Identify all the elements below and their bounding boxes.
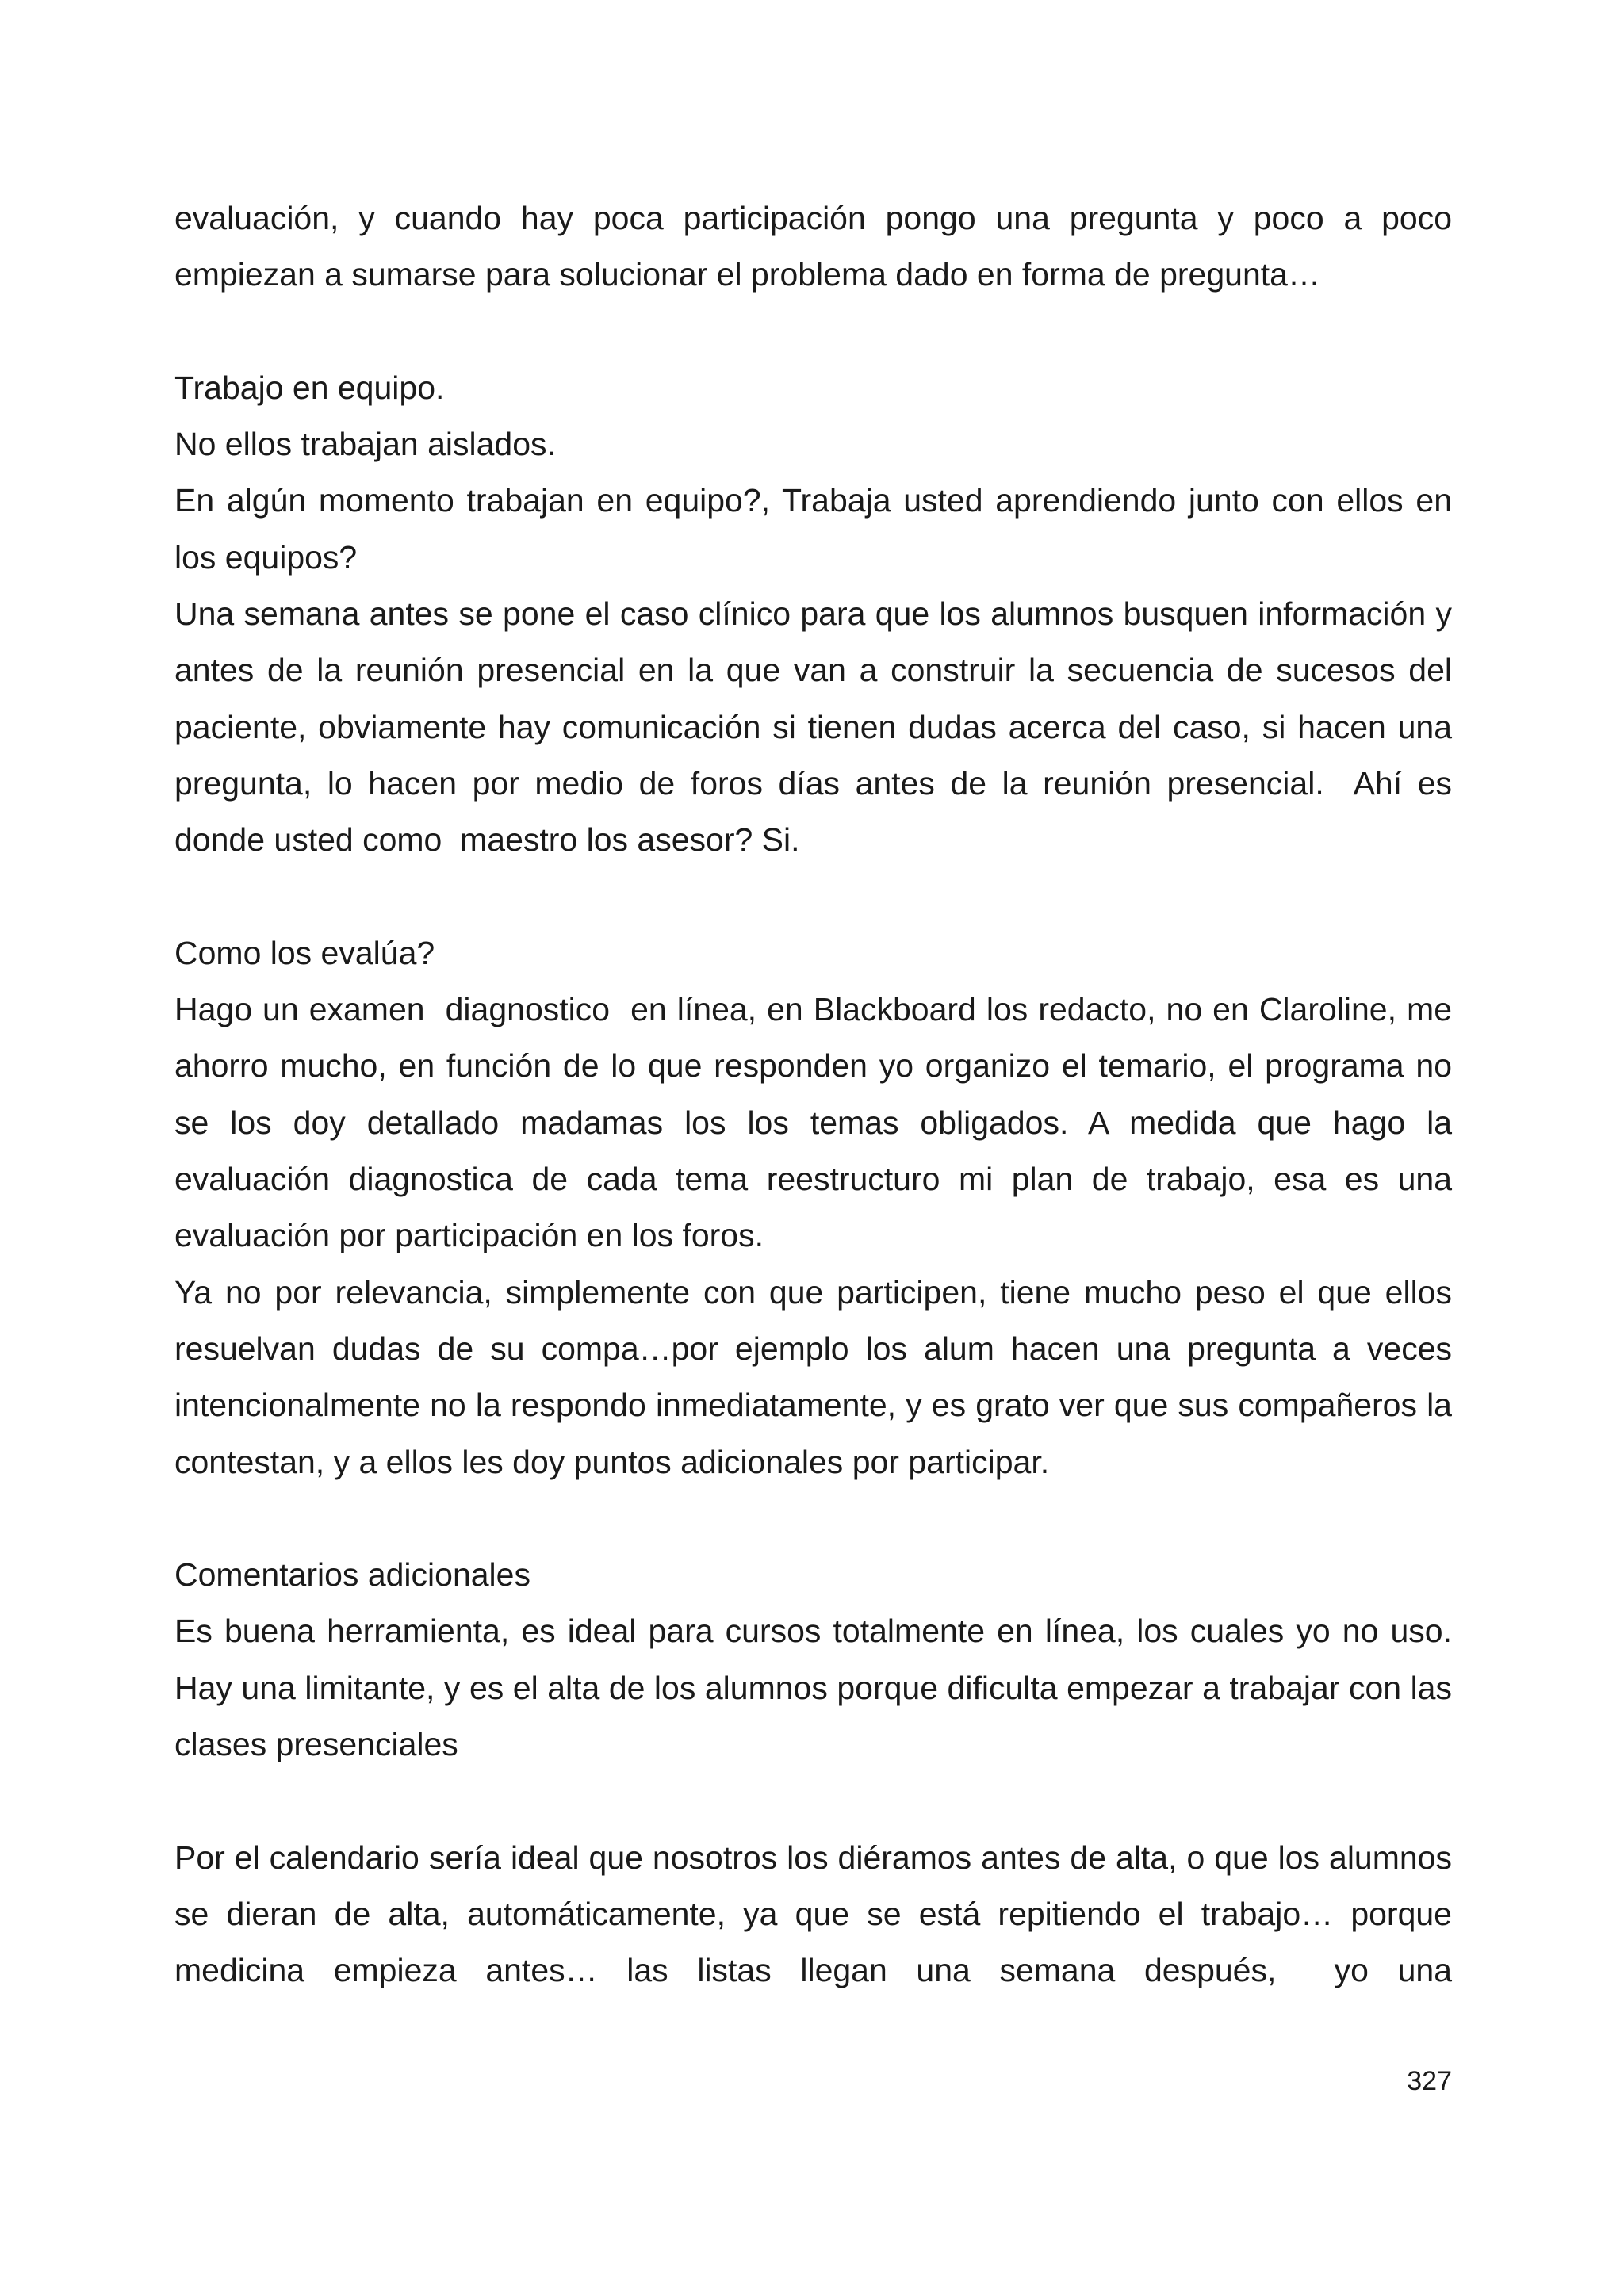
paragraph-examen-diagnostico: Hago un examen diagnostico en línea, en Blackboard los redacto, no en Claroline, me ahorro mucho, en función de lo que responden yo organizo el temario, el programa no se los doy detallado madamas los los temas obligados. A medida que hago la evaluación diagnostica de cada tema reestructuro mi plan de trabajo, esa es una evaluación por participación en los foros. <box>174 991 1461 1254</box>
paragraph-calendario: Por el calendario sería ideal que nosotros los diéramos antes de alta, o que los alumnos se dieran de alta, automáticamente, ya que se está repitiendo el trabajo… porque medicina empieza antes… las listas llegan una semana después, yo una <box>174 1839 1461 1989</box>
paragraph-spacer <box>174 304 1452 360</box>
paragraph-answer-aislados: No ellos trabajan aislados. <box>174 426 556 463</box>
paragraph-spacer <box>174 1773 1452 1829</box>
paragraph-participacion: Ya no por relevancia, simplemente con que participen, tiene mucho peso el que ellos resuelvan dudas de su compa…por ejemplo los alum hacen una pregunta a veces intencionalmente no la respondo inmediatamente, y es grato ver que sus compañeros la contestan, y a ellos les doy puntos adicionales por participar. <box>174 1273 1461 1480</box>
paragraph-evaluacion-continuation: evaluación, y cuando hay poca participación pongo una pregunta y poco a poco empiezan a sumarse para solucionar el problema dado en forma de pregunta… <box>174 200 1461 293</box>
document-body <box>174 190 1461 1999</box>
section-heading-trabajo-en-equipo: Trabajo en equipo. <box>174 369 445 406</box>
paragraph-caso-clinico: Una semana antes se pone el caso clínico para que los alumnos busquen información y antes de la reunión presencial en la que van a construir la secuencia de sucesos del paciente, obviamente hay comunicación si tienen dudas acerca del caso, si hacen una pregunta, lo hacen por medio de foros días antes de la reunión presencial. Ahí es donde usted como maestro los asesor? Si. <box>174 595 1461 859</box>
section-heading-como-evalua: Como los evalúa? <box>174 934 435 971</box>
paragraph-spacer <box>174 869 1452 925</box>
paragraph-herramienta: Es buena herramienta, es ideal para cursos totalmente en línea, los cuales yo no uso. Hay una limitante, y es el alta de los alumnos porque dificulta empezar a trabajar con las clases presenciales <box>174 1613 1461 1763</box>
section-heading-comentarios: Comentarios adicionales <box>174 1556 530 1594</box>
page-number: 327 <box>1407 2066 1452 2096</box>
paragraph-spacer <box>174 1490 1452 1547</box>
paragraph-question-equipo: En algún momento trabajan en equipo?, Trabaja usted aprendiendo junto con ellos en los equipos? <box>174 482 1461 576</box>
